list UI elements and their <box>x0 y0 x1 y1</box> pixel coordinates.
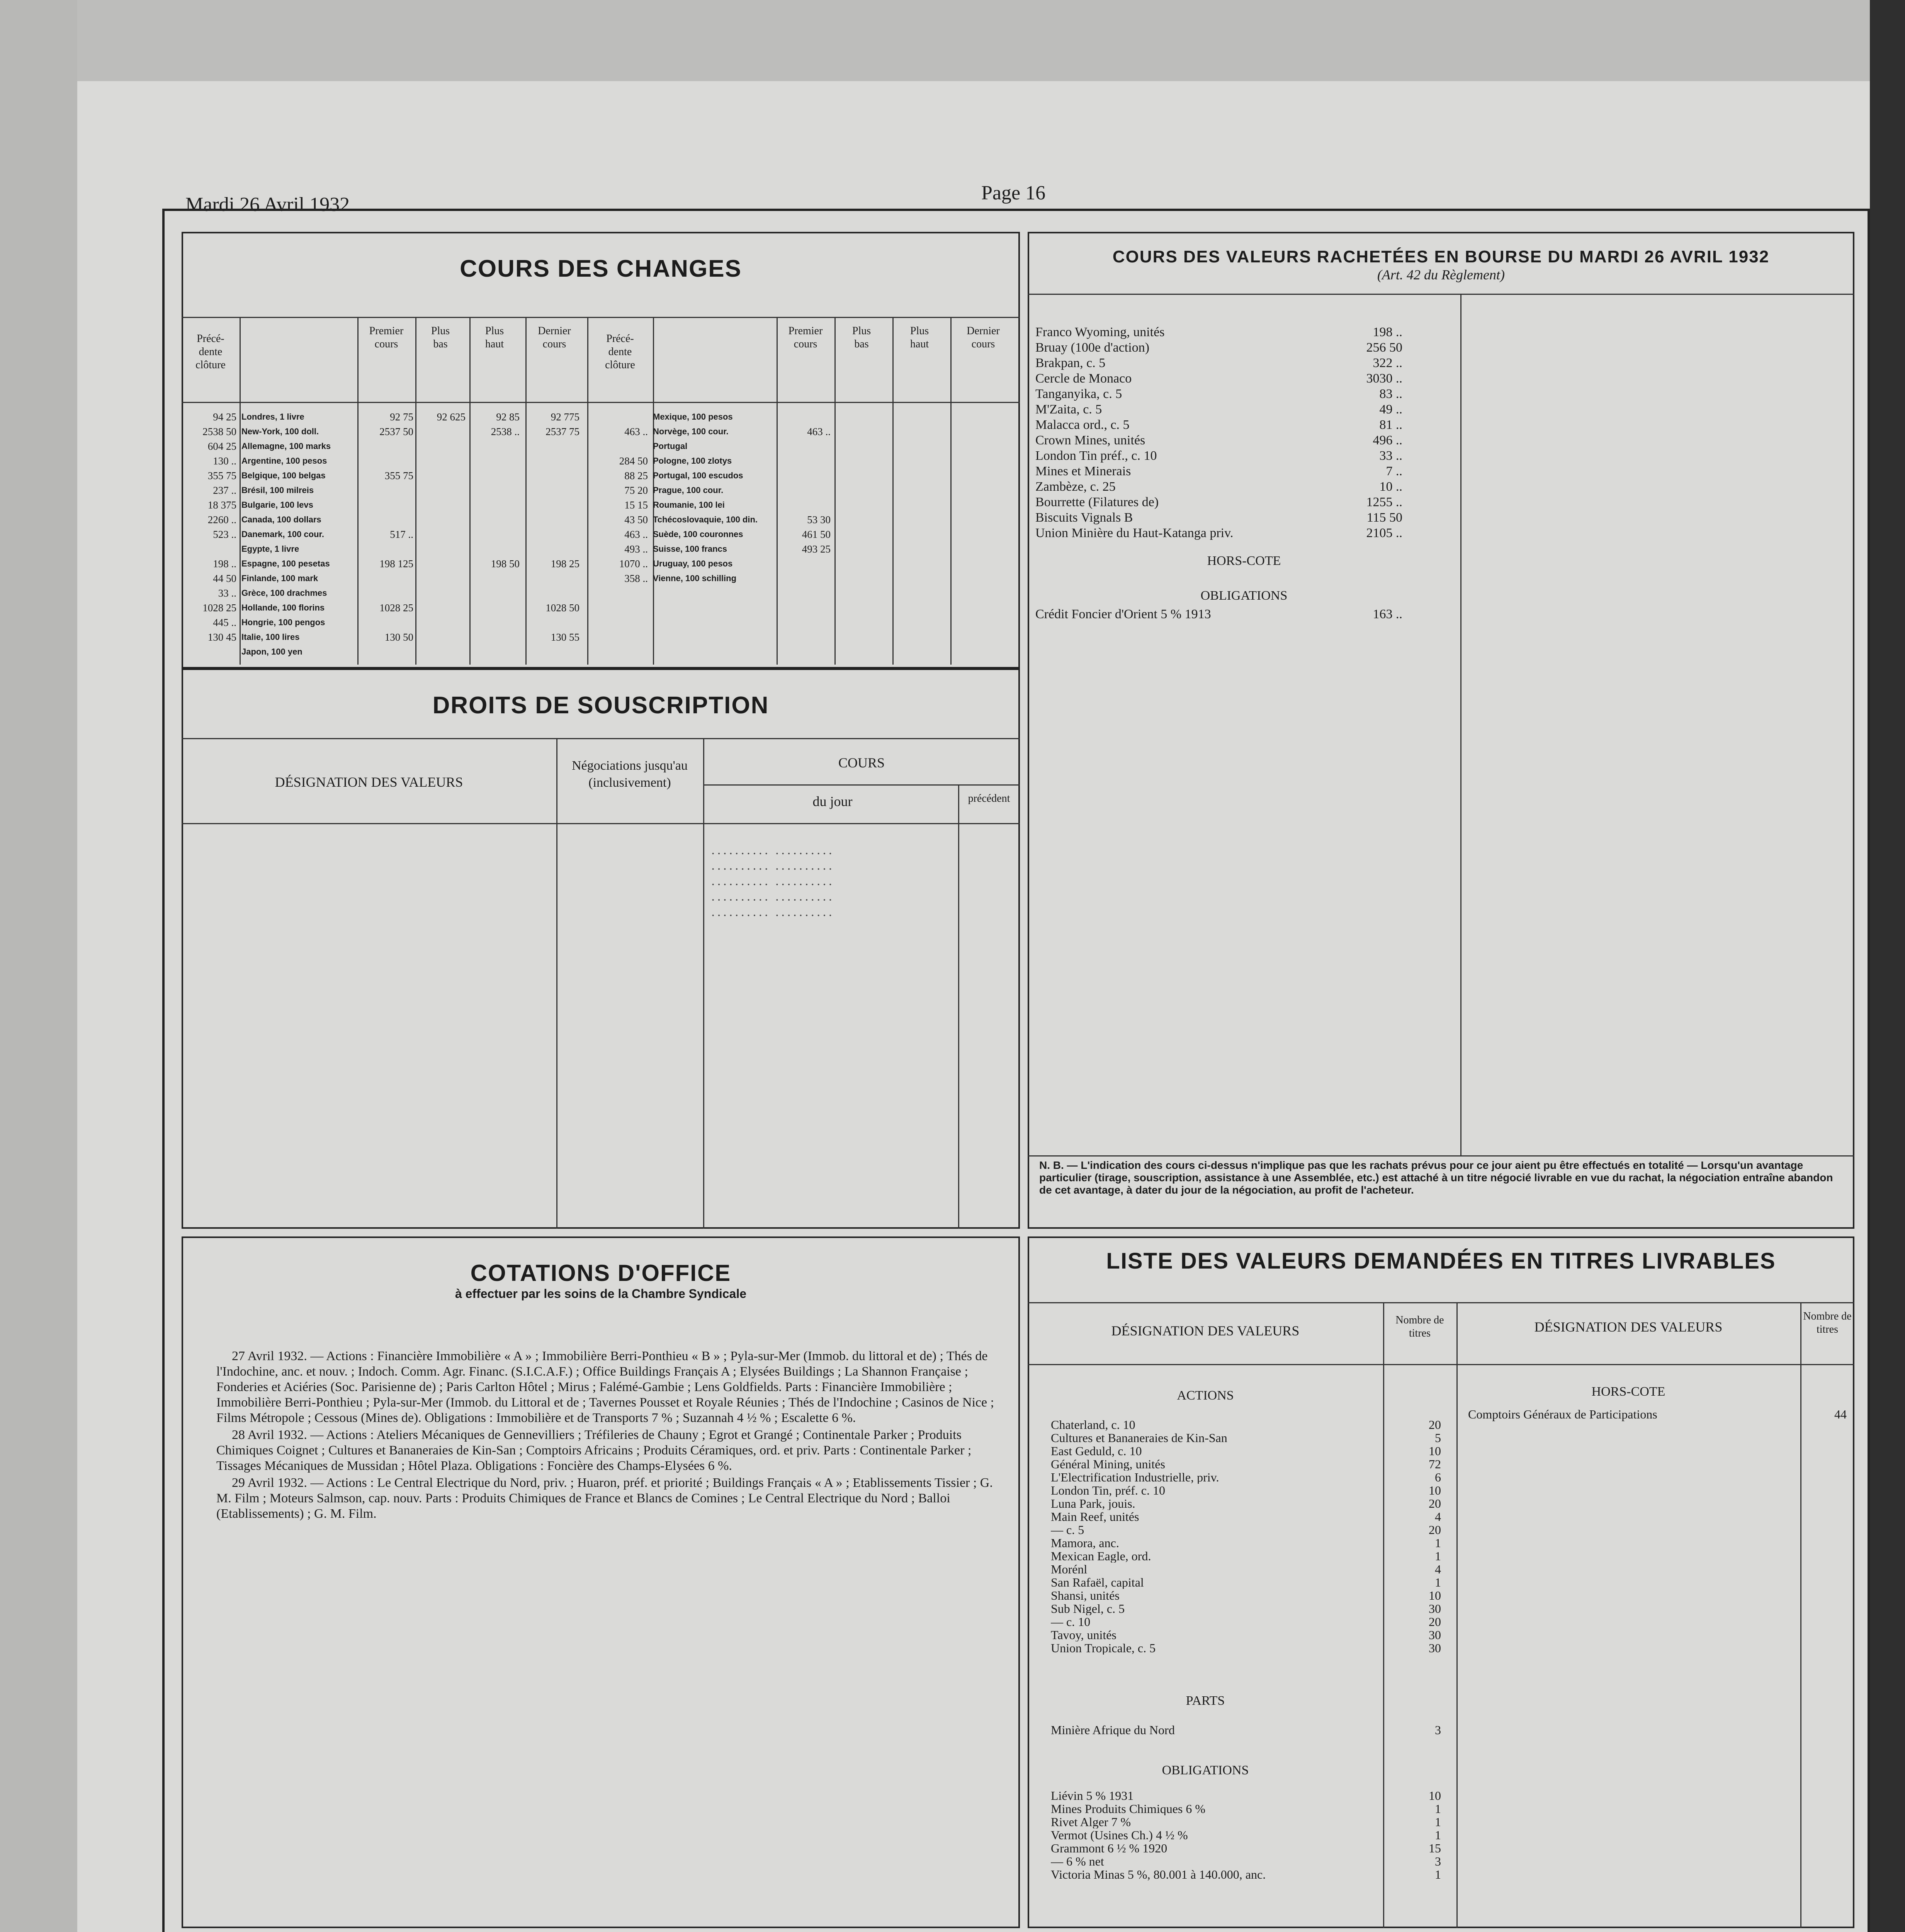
exchange-name: Uruguay, 100 pesos <box>653 559 733 568</box>
exchange-row <box>185 439 583 454</box>
item-name: Chaterland, c. 10 <box>1051 1418 1135 1431</box>
item-name: Vermot (Usines Ch.) 4 ½ % <box>1051 1828 1188 1842</box>
exchange-prev-close: 43 50 <box>624 514 648 526</box>
list-item <box>1035 386 1453 402</box>
list-item <box>1051 1602 1453 1615</box>
exchange-row <box>185 410 583 424</box>
item-name: London Tin, préf. c. 10 <box>1051 1484 1165 1497</box>
rule <box>1028 1302 1854 1303</box>
exchange-row <box>185 600 583 615</box>
exchange-name: Finlande, 100 mark <box>241 573 318 583</box>
exchange-row <box>185 424 583 439</box>
page-date: Mardi 26 Avril 1932 <box>185 194 350 216</box>
item-value: 44 <box>1834 1407 1847 1421</box>
exchange-prev-close: 1070 .. <box>619 558 648 570</box>
list-item <box>1051 1615 1453 1628</box>
item-name: Mexican Eagle, ord. <box>1051 1549 1151 1563</box>
list-item <box>1051 1484 1453 1497</box>
item-value: 2105 .. <box>1366 526 1402 540</box>
paragraph: 27 Avril 1932. — Actions : Financière Immobilière « A » ; Immobilière Berri-Ponthieu « B » ; Pyla-sur-Mer (Immob. du littoral et de) ; Thés de l'Indochine, anc. et nouv. ; Indoch. Comm. Agr. Financ. (S.I.C.A.F.) ; Office Buildings Français A ; Elysées Buildings ; La Shannon Française ; Fonderies et Aciéries (Soc. Parisienne de) ; Paris Carlton Hôtel ; Mirus ; Falémé-Gambie ; Lens Goldfields. Parts : Financière Immobilière ; Immobilière Berri-Ponthieu ; Pyla-sur-Mer (Immob. du Littoral et de ; Tavernes Pousset et Royale Réunies ; Thés de l'Indochine ; Casinos de Nice ; Films Métropole ; Cessous (Mines de). Obligations : Immobilière et de Transports 7 % ; Suzannah 4 ½ % ; Escalette 6 %. <box>216 1349 994 1425</box>
item-value: 33 .. <box>1379 449 1402 463</box>
rachetees-hors-cote: HORS-COTE <box>1207 554 1281 568</box>
rule <box>556 738 557 1229</box>
livrables-right-hors-cote: HORS-COTE <box>1591 1384 1665 1399</box>
exchange-name: Portugal <box>653 441 688 451</box>
item-name: Mamora, anc. <box>1051 1536 1119 1549</box>
exchange-first: 1028 25 <box>379 602 413 614</box>
list-item <box>1051 1789 1453 1802</box>
exchange-last: 130 55 <box>551 631 579 643</box>
list-item <box>1035 448 1453 464</box>
item-value: 30 <box>1429 1628 1441 1641</box>
list-item <box>1051 1444 1453 1458</box>
exchange-name: Belgique, 100 belgas <box>241 471 326 480</box>
item-value: 1 <box>1435 1536 1441 1549</box>
item-name: Général Mining, unités <box>1051 1458 1165 1471</box>
exchange-name: Suisse, 100 francs <box>653 544 727 554</box>
exchange-prev-close: 2260 .. <box>207 514 236 526</box>
exchange-last: 92 775 <box>551 411 579 423</box>
changes-head-bas-right: Plus bas <box>852 325 871 350</box>
item-name: Victoria Minas 5 %, 80.001 à 140.000, anc. <box>1051 1868 1266 1881</box>
rule <box>703 738 704 1229</box>
rule <box>1028 1364 1854 1365</box>
livrables-title: LISTE DES VALEURS DEMANDÉES EN TITRES LIVRABLES <box>1106 1248 1776 1274</box>
exchange-name: Londres, 1 livre <box>241 412 304 422</box>
rule <box>182 317 1020 318</box>
exchange-row <box>591 498 1016 512</box>
list-item <box>1035 355 1453 371</box>
exchange-name: Suède, 100 couronnes <box>653 529 743 539</box>
exchange-row <box>185 512 583 527</box>
list-item <box>1051 1471 1453 1484</box>
list-item <box>1035 607 1453 622</box>
item-name: Biscuits Vignals B <box>1035 510 1133 525</box>
livrables-col-designation: DÉSIGNATION DES VALEURS <box>1111 1323 1300 1338</box>
item-value: 20 <box>1429 1523 1441 1536</box>
office-title: COTATIONS D'OFFICE <box>470 1260 731 1286</box>
item-value: 115 50 <box>1366 510 1402 525</box>
item-name: Minière Afrique du Nord <box>1051 1723 1175 1736</box>
livrables-col-nombre-right: Nombre de titres <box>1803 1310 1852 1335</box>
list-item <box>1035 464 1453 479</box>
item-value: 10 <box>1429 1444 1441 1458</box>
list-item <box>1051 1868 1453 1881</box>
exchange-last: 198 25 <box>551 558 579 570</box>
item-name: Luna Park, jouis. <box>1051 1497 1135 1510</box>
exchange-row <box>185 542 583 556</box>
list-item <box>1051 1802 1453 1815</box>
rule <box>1800 1302 1801 1928</box>
item-name: Mines et Minerais <box>1035 464 1131 478</box>
exchange-prev-close: 44 50 <box>213 573 236 584</box>
page-number: Page 16 <box>981 182 1046 204</box>
list-item <box>1035 340 1453 355</box>
item-value: 1 <box>1435 1828 1441 1842</box>
exchange-first: 198 125 <box>379 558 413 570</box>
exchange-first: 53 30 <box>807 514 831 526</box>
rule <box>182 402 1020 403</box>
exchange-row <box>185 571 583 586</box>
office-subtitle: à effectuer par les soins de la Chambre Syndicale <box>455 1287 747 1301</box>
item-name: Tanganyika, c. 5 <box>1035 387 1122 401</box>
rule <box>1456 1302 1458 1928</box>
exchange-name: Tchécoslovaquie, 100 din. <box>653 515 758 524</box>
souscription-blank-dots: ·········· ·········· ·········· ·········· ·········· ·········· ·········· ·········· ·········· ·········· <box>711 847 834 923</box>
exchange-name: Canada, 100 dollars <box>241 515 321 524</box>
changes-head-bas: Plus bas <box>431 325 450 350</box>
exchange-row <box>591 454 1016 468</box>
list-item <box>1035 526 1453 541</box>
rule <box>703 784 1020 786</box>
list-item <box>1035 325 1453 340</box>
rule <box>958 784 959 1229</box>
item-value: 49 .. <box>1379 402 1402 417</box>
list-item <box>1051 1628 1453 1641</box>
item-value: 4 <box>1435 1510 1441 1523</box>
rule <box>1460 294 1461 1155</box>
item-value: 163 .. <box>1373 607 1402 621</box>
exchange-name: Pologne, 100 zlotys <box>653 456 732 466</box>
exchange-high: 2538 .. <box>491 426 520 437</box>
item-name: Crédit Foncier d'Orient 5 % 1913 <box>1035 607 1211 621</box>
item-value: 1 <box>1435 1868 1441 1881</box>
item-value: 3 <box>1435 1723 1441 1736</box>
changes-head-premier: Premier cours <box>369 325 404 350</box>
item-value: 6 <box>1435 1471 1441 1484</box>
list-item <box>1035 402 1453 417</box>
item-name: Franco Wyoming, unités <box>1035 325 1165 339</box>
exchange-row <box>185 556 583 571</box>
item-name: M'Zaita, c. 5 <box>1035 402 1102 417</box>
item-value: 20 <box>1429 1497 1441 1510</box>
exchange-prev-close: 358 .. <box>624 573 648 584</box>
exchange-prev-close: 2538 50 <box>202 426 236 437</box>
list-item <box>1051 1723 1453 1736</box>
item-name: Grammont 6 ½ % 1920 <box>1051 1842 1167 1855</box>
exchange-high: 92 85 <box>496 411 520 423</box>
exchange-prev-close: 284 50 <box>619 455 648 467</box>
list-item <box>1468 1406 1851 1422</box>
item-value: 1 <box>1435 1576 1441 1589</box>
changes-head-premier-right: Premier cours <box>788 325 823 350</box>
list-item <box>1051 1855 1453 1868</box>
exchange-name: Prague, 100 cour. <box>653 485 724 495</box>
changes-head-dernier: Dernier cours <box>538 325 571 350</box>
exchange-row <box>185 645 583 659</box>
item-name: Liévin 5 % 1931 <box>1051 1789 1134 1802</box>
exchange-prev-close: 75 20 <box>624 485 648 496</box>
list-item <box>1051 1815 1453 1828</box>
exchange-row <box>591 542 1016 556</box>
exchange-prev-close: 15 15 <box>624 499 648 511</box>
souscription-col-cours: COURS <box>838 755 885 770</box>
item-name: Shansi, unités <box>1051 1589 1120 1602</box>
list-item <box>1035 433 1453 448</box>
rachetees-title: COURS DES VALEURS RACHETÉES EN BOURSE DU MARDI 26 AVRIL 1932 <box>1112 247 1770 266</box>
exchange-prev-close: 523 .. <box>213 529 236 540</box>
exchange-row <box>185 454 583 468</box>
exchange-row <box>591 483 1016 498</box>
changes-head-dernier-right: Dernier cours <box>967 325 1000 350</box>
scan-top-margin <box>77 0 1870 81</box>
exchange-first: 130 50 <box>384 631 413 643</box>
list-item <box>1051 1458 1453 1471</box>
item-value: 3030 .. <box>1366 371 1402 386</box>
exchange-row <box>185 498 583 512</box>
office-text <box>216 1349 1004 1523</box>
item-name: East Geduld, c. 10 <box>1051 1444 1142 1458</box>
item-value: 256 50 <box>1366 340 1402 355</box>
exchange-first: 92 75 <box>390 411 413 423</box>
exchange-name: Japon, 100 yen <box>241 647 302 656</box>
item-name: Main Reef, unités <box>1051 1510 1139 1523</box>
item-value: 1 <box>1435 1815 1441 1828</box>
list-item <box>1051 1431 1453 1444</box>
exchange-row <box>185 483 583 498</box>
exchange-row <box>591 468 1016 483</box>
item-value: 81 .. <box>1379 418 1402 432</box>
exchange-row <box>591 410 1016 424</box>
item-name: — c. 5 <box>1051 1523 1084 1536</box>
list-item <box>1035 417 1453 433</box>
exchange-prev-close: 33 .. <box>218 587 236 599</box>
exchange-prev-close: 18 375 <box>207 499 236 511</box>
exchange-last: 2537 75 <box>545 426 579 437</box>
rule <box>1028 1155 1854 1156</box>
item-value: 5 <box>1435 1431 1441 1444</box>
exchange-prev-close: 445 .. <box>213 617 236 628</box>
item-name: — c. 10 <box>1051 1615 1091 1628</box>
item-name: Union Tropicale, c. 5 <box>1051 1641 1156 1655</box>
rachetees-note: N. B. — L'indication des cours ci-dessus n'implique pas que les rachats prévus pour ce jour aient pu être effectués en totalité — Lorsqu'un avantage particulier (tirage, souscription, assistance à une Assemblée, etc.) est attaché à un titre négocié livrable en vue du rachat, la négociation entraîne abandon de cet avantage, à dater du jour de la négociation, au profit de l'acheteur. <box>1039 1159 1833 1196</box>
exchange-name: Mexique, 100 pesos <box>653 412 733 422</box>
exchange-row <box>185 586 583 600</box>
item-name: Bruay (100e d'action) <box>1035 340 1150 355</box>
paragraph: 29 Avril 1932. — Actions : Le Central Electrique du Nord, priv. ; Huaron, préf. et priorité ; Buildings Français « A » ; Etablissements Tissier ; G. M. Film ; Moteurs Salmson, cap. nouv. Parts : Produits Chimiques de France et Blancs de Comines ; Le Central Electrique du Nord ; Balloi (Etablissements) ; G. M. Film. <box>216 1476 993 1521</box>
exchange-name: Grèce, 100 drachmes <box>241 588 327 598</box>
exchange-name: Hollande, 100 florins <box>241 603 325 612</box>
item-value: 10 <box>1429 1589 1441 1602</box>
exchange-prev-close: 1028 25 <box>202 602 236 614</box>
item-name: Zambèze, c. 25 <box>1035 480 1116 494</box>
item-name: Morénl <box>1051 1563 1088 1576</box>
exchange-prev-close: 198 .. <box>213 558 236 570</box>
exchange-first: 517 .. <box>390 529 413 540</box>
exchange-name: New-York, 100 doll. <box>241 427 319 436</box>
item-name: L'Electrification Industrielle, priv. <box>1051 1471 1219 1484</box>
item-name: Cercle de Monaco <box>1035 371 1132 386</box>
item-name: Comptoirs Généraux de Participations <box>1468 1407 1657 1421</box>
exchange-prev-close: 130 .. <box>213 455 236 467</box>
exchange-row <box>185 615 583 630</box>
exchange-row <box>185 527 583 542</box>
list-item <box>1051 1510 1453 1523</box>
livrables-actions-label: ACTIONS <box>1177 1388 1234 1403</box>
item-value: 20 <box>1429 1615 1441 1628</box>
list-item <box>1051 1523 1453 1536</box>
exchange-name: Egypte, 1 livre <box>241 544 299 554</box>
list-item <box>1051 1536 1453 1549</box>
livrables-col-designation-right: DÉSIGNATION DES VALEURS <box>1534 1319 1723 1335</box>
item-value: 30 <box>1429 1602 1441 1615</box>
item-value: 1 <box>1435 1549 1441 1563</box>
exchange-prev-close: 463 .. <box>624 426 648 437</box>
item-value: 83 .. <box>1379 387 1402 401</box>
item-name: Bourrette (Filatures de) <box>1035 495 1159 509</box>
exchange-first: 461 50 <box>802 529 831 540</box>
exchange-row <box>185 630 583 645</box>
rule <box>182 823 1020 824</box>
item-name: Cultures et Bananeraies de Kin-San <box>1051 1431 1227 1444</box>
changes-head-prev: Précé- dente clôture <box>195 333 226 371</box>
item-value: 198 .. <box>1373 325 1402 339</box>
exchange-last: 1028 50 <box>545 602 579 614</box>
exchange-prev-close: 355 75 <box>207 470 236 481</box>
exchange-name: Argentine, 100 pesos <box>241 456 327 466</box>
rule <box>1028 294 1854 295</box>
exchange-name: Portugal, 100 escudos <box>653 471 743 480</box>
list-item <box>1051 1842 1453 1855</box>
souscription-col-negociations: Négociations jusqu'au (inclusivement) <box>572 759 688 790</box>
item-value: 496 .. <box>1373 433 1402 447</box>
exchange-first: 2537 50 <box>379 426 413 437</box>
livrables-parts-label: PARTS <box>1186 1694 1225 1708</box>
item-value: 30 <box>1429 1641 1441 1655</box>
souscription-col-designation: DÉSIGNATION DES VALEURS <box>275 774 463 790</box>
item-name: Rivet Alger 7 % <box>1051 1815 1131 1828</box>
item-name: San Rafaël, capital <box>1051 1576 1144 1589</box>
item-name: Union Minière du Haut-Katanga priv. <box>1035 526 1234 540</box>
list-item <box>1051 1563 1453 1576</box>
livrables-col-nombre: Nombre de titres <box>1395 1314 1444 1339</box>
item-value: 10 .. <box>1379 480 1402 494</box>
exchange-name: Brésil, 100 milreis <box>241 485 314 495</box>
exchange-name: Hongrie, 100 pengos <box>241 617 325 627</box>
list-item <box>1051 1641 1453 1655</box>
scan-binding-shadow <box>1870 0 1905 1932</box>
exchange-prev-close: 88 25 <box>624 470 648 481</box>
exchange-row <box>591 424 1016 439</box>
item-value: 4 <box>1435 1563 1441 1576</box>
exchange-high: 198 50 <box>491 558 520 570</box>
item-name: Crown Mines, unités <box>1035 433 1145 447</box>
list-item <box>1051 1828 1453 1842</box>
souscription-title: DROITS DE SOUSCRIPTION <box>432 692 769 719</box>
exchange-prev-close: 237 .. <box>213 485 236 496</box>
exchange-prev-close: 94 25 <box>213 411 236 423</box>
item-name: Brakpan, c. 5 <box>1035 356 1106 370</box>
item-name: Sub Nigel, c. 5 <box>1051 1602 1125 1615</box>
item-value: 72 <box>1429 1458 1441 1471</box>
exchange-prev-close: 493 .. <box>624 543 648 555</box>
souscription-box <box>182 668 1020 1229</box>
list-item <box>1035 510 1453 526</box>
item-name: — 6 % net <box>1051 1855 1104 1868</box>
list-item <box>1051 1549 1453 1563</box>
item-value: 20 <box>1429 1418 1441 1431</box>
item-value: 1 <box>1435 1802 1441 1815</box>
exchange-name: Norvège, 100 cour. <box>653 427 729 436</box>
exchange-name: Allemagne, 100 marks <box>241 441 331 451</box>
list-item <box>1051 1589 1453 1602</box>
exchange-row <box>185 468 583 483</box>
exchange-first: 463 .. <box>807 426 831 437</box>
exchange-low: 92 625 <box>437 411 466 423</box>
list-item <box>1051 1418 1453 1431</box>
exchange-name: Vienne, 100 schilling <box>653 573 737 583</box>
office-box <box>182 1236 1020 1928</box>
exchange-row <box>591 556 1016 571</box>
exchange-name: Danemark, 100 cour. <box>241 529 325 539</box>
scan-left-margin <box>0 0 77 1932</box>
exchange-row <box>591 512 1016 527</box>
souscription-col-jour: du jour <box>812 794 853 809</box>
exchange-first: 493 25 <box>802 543 831 555</box>
exchange-name: Espagne, 100 pesetas <box>241 559 330 568</box>
changes-head-prev-right: Précé- dente clôture <box>605 333 635 371</box>
exchange-row <box>591 439 1016 454</box>
changes-head-haut: Plus haut <box>485 325 504 350</box>
item-value: 15 <box>1429 1842 1441 1855</box>
item-value: 10 <box>1429 1789 1441 1802</box>
item-name: Mines Produits Chimiques 6 % <box>1051 1802 1206 1815</box>
exchange-row <box>591 571 1016 586</box>
list-item <box>1051 1497 1453 1510</box>
changes-title: COURS DES CHANGES <box>460 255 742 282</box>
souscription-col-precedent: précédent <box>968 793 1010 804</box>
item-name: London Tin préf., c. 10 <box>1035 449 1157 463</box>
exchange-first: 355 75 <box>384 470 413 481</box>
exchange-name: Roumanie, 100 lei <box>653 500 725 510</box>
exchange-row <box>591 527 1016 542</box>
item-value: 322 .. <box>1373 356 1402 370</box>
item-name: Malacca ord., c. 5 <box>1035 418 1130 432</box>
exchange-prev-close: 604 25 <box>207 440 236 452</box>
exchange-name: Italie, 100 lires <box>241 632 300 642</box>
paragraph: 28 Avril 1932. — Actions : Ateliers Mécaniques de Gennevilliers ; Tréfileries de Chauny ; Egrot et Grangé ; Continentale Parker ; Produits Chimiques Coignet ; Cultures et Bananeraies de Kin-San ; Comptoirs Africains ; Produits Céramiques, ord. et priv. Parts : Continentale Parker ; Tissages Mécaniques de Mussidan ; Hôtel Plaza. Obligations : Foncière des Champs-Elysées 6 %. <box>216 1428 972 1473</box>
list-item <box>1035 495 1453 510</box>
livrables-oblig-label: OBLIGATIONS <box>1162 1763 1249 1777</box>
changes-head-haut-right: Plus haut <box>910 325 929 350</box>
list-item <box>1035 371 1453 386</box>
exchange-name: Bulgarie, 100 levs <box>241 500 313 510</box>
rachetees-subtitle: (Art. 42 du Règlement) <box>1377 267 1505 282</box>
item-name: Tavoy, unités <box>1051 1628 1116 1641</box>
exchange-prev-close: 130 45 <box>207 631 236 643</box>
item-value: 7 .. <box>1386 464 1402 478</box>
rule <box>587 317 588 665</box>
item-value: 1255 .. <box>1366 495 1402 509</box>
list-item <box>1035 479 1453 495</box>
rule <box>182 738 1020 739</box>
item-value: 3 <box>1435 1855 1441 1868</box>
rachetees-obligations: OBLIGATIONS <box>1200 588 1288 603</box>
list-item <box>1051 1576 1453 1589</box>
item-value: 10 <box>1429 1484 1441 1497</box>
exchange-prev-close: 463 .. <box>624 529 648 540</box>
